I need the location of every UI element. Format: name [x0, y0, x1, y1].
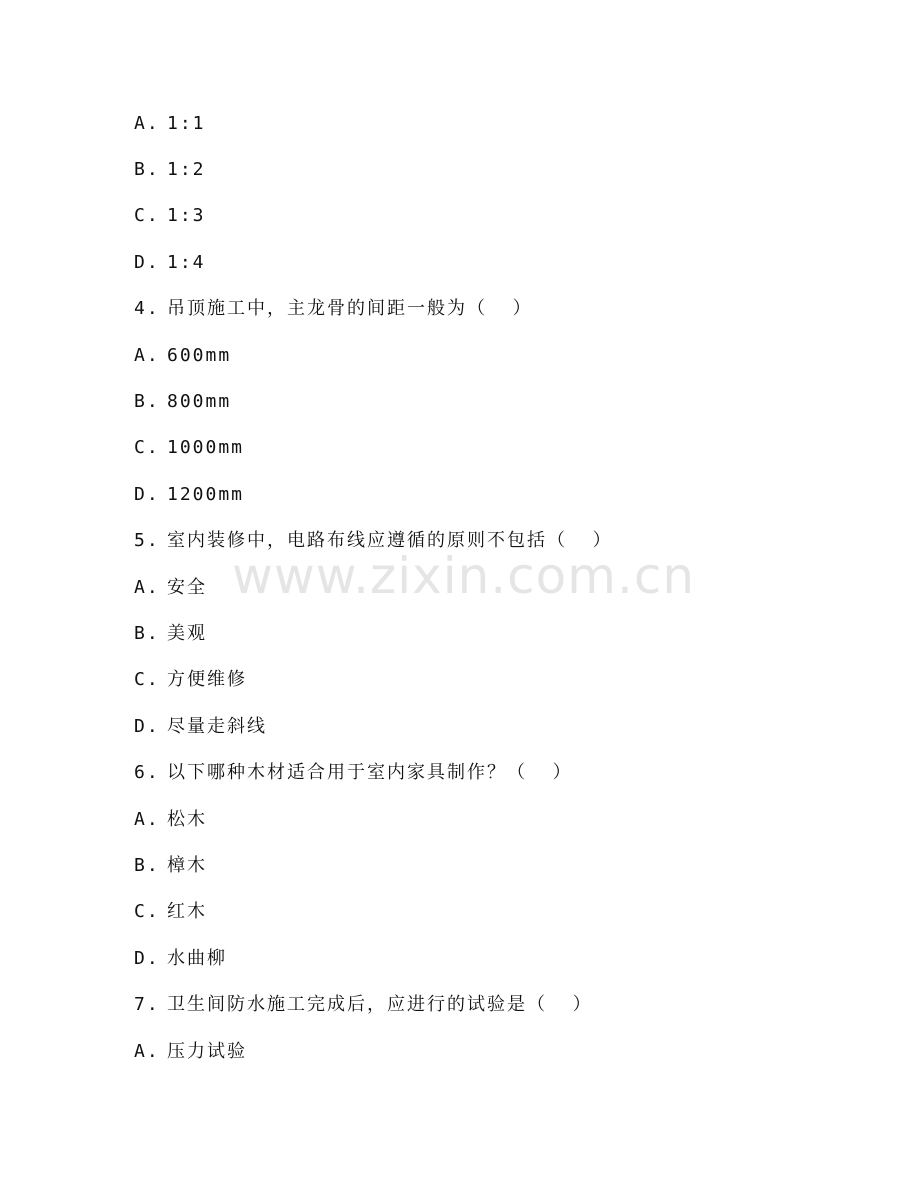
option-label: D. [134, 252, 160, 273]
option-line [134, 390, 231, 414]
question-number: 7. [134, 994, 160, 1015]
question-number: 4. [134, 298, 160, 319]
option-text: 1:3 [167, 205, 206, 226]
option-text: 1000mm [167, 437, 245, 458]
option-line [134, 715, 267, 739]
option-line [134, 808, 207, 832]
option-label: A. [134, 809, 160, 830]
option-text: 红木 [167, 901, 207, 922]
question-number: 6. [134, 762, 160, 783]
option-line [134, 854, 207, 878]
option-text: 松木 [167, 809, 207, 830]
option-text: 樟木 [167, 855, 207, 876]
option-text: 压力试验 [167, 1041, 247, 1062]
option-line [134, 668, 247, 692]
option-label: C. [134, 437, 160, 458]
option-line [134, 112, 206, 136]
option-line [134, 622, 207, 646]
question-line [134, 761, 573, 785]
question-text: 卫生间防水施工完成后，应进行的试验是（ ） [167, 994, 593, 1015]
option-line [134, 436, 244, 460]
option-text: 800mm [167, 391, 232, 412]
question-text: 以下哪种木材适合用于室内家具制作？（ ） [167, 762, 573, 783]
option-label: D. [134, 716, 160, 737]
option-text: 1:2 [167, 159, 206, 180]
option-label: D. [134, 948, 160, 969]
option-text: 美观 [167, 623, 207, 644]
option-label: A. [134, 1041, 160, 1062]
option-line [134, 251, 206, 275]
question-line [134, 529, 613, 553]
question-line [134, 297, 533, 321]
option-text: 尽量走斜线 [167, 716, 267, 737]
option-label: B. [134, 391, 160, 412]
option-text: 1:4 [167, 252, 206, 273]
option-line [134, 344, 231, 368]
option-text: 1200mm [167, 484, 245, 505]
watermark: www.zixin.com.cn [232, 547, 696, 605]
option-line [134, 1040, 247, 1064]
option-text: 方便维修 [167, 669, 247, 690]
option-label: A. [134, 577, 160, 598]
option-label: C. [134, 901, 160, 922]
option-line [134, 158, 206, 182]
option-line [134, 576, 207, 600]
option-label: A. [134, 113, 160, 134]
question-text: 室内装修中，电路布线应遵循的原则不包括（ ） [167, 530, 613, 551]
option-line [134, 947, 227, 971]
option-label: B. [134, 855, 160, 876]
option-label: C. [134, 205, 160, 226]
question-number: 5. [134, 530, 160, 551]
option-label: A. [134, 345, 160, 366]
option-text: 安全 [167, 577, 207, 598]
question-text: 吊顶施工中，主龙骨的间距一般为（ ） [167, 298, 533, 319]
option-text: 600mm [167, 345, 232, 366]
option-line [134, 483, 244, 507]
question-line [134, 993, 593, 1017]
option-line [134, 900, 207, 924]
option-label: B. [134, 159, 160, 180]
option-line [134, 204, 206, 228]
option-text: 水曲柳 [167, 948, 227, 969]
option-label: C. [134, 669, 160, 690]
option-label: B. [134, 623, 160, 644]
option-text: 1:1 [167, 113, 206, 134]
option-label: D. [134, 484, 160, 505]
